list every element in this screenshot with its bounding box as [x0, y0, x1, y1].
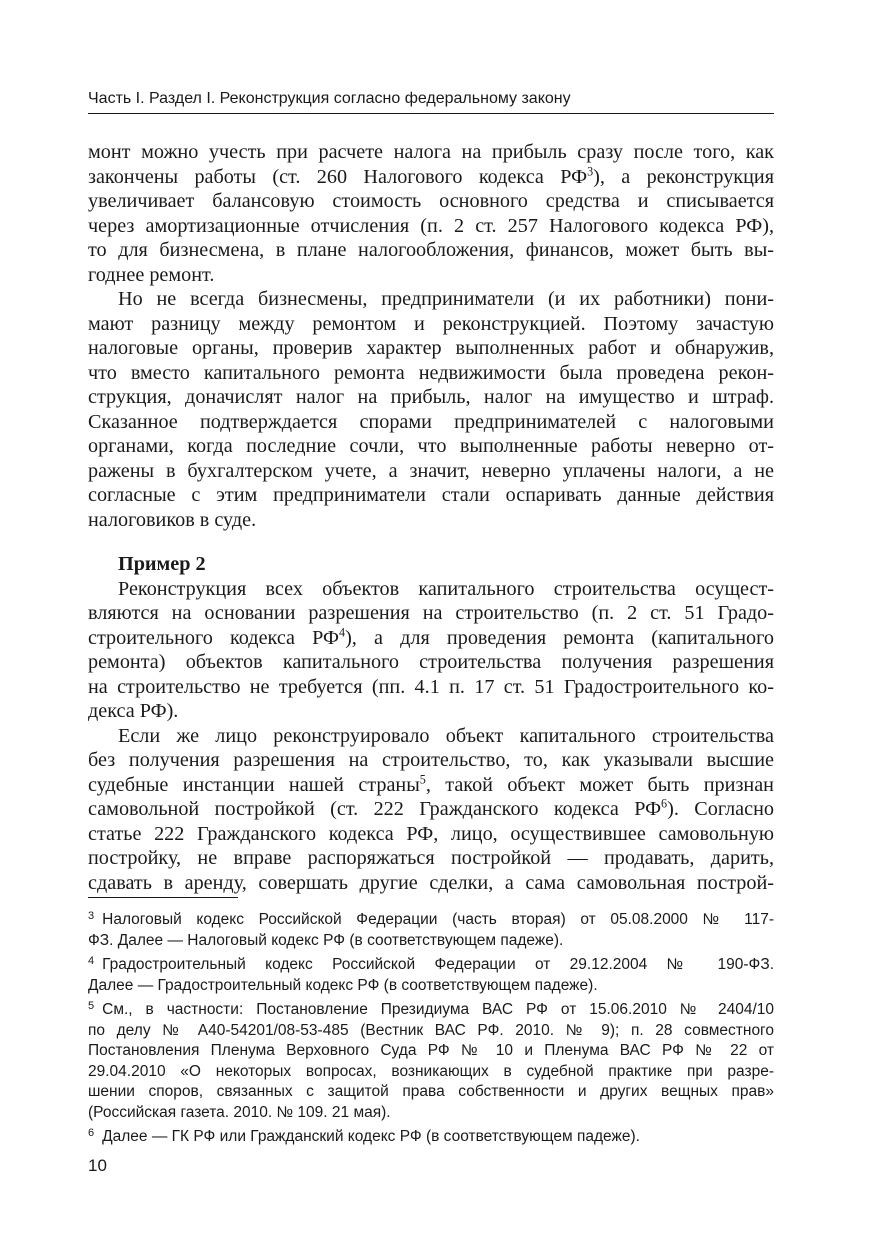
- text-line: [88, 773, 774, 798]
- text-line: мают разницу между ремонтом и реконструкцией. Поэтому зачастую: [88, 312, 774, 335]
- footnote-line: [88, 906, 774, 931]
- text-segment: закончены работы (ст. 260 Налогового кодекса РФ: [88, 165, 588, 188]
- footnote-line: [88, 1123, 774, 1148]
- text-line: налоговые органы, проверив характер выполненных работ и обнаружив,: [88, 337, 774, 359]
- footnote-line: шении споров, связанных с защитой права собственности и других вещных прав»: [88, 1083, 774, 1100]
- footnote-ref-6[interactable]: 6: [661, 796, 668, 811]
- text-line: [88, 797, 774, 822]
- text-line: [88, 626, 774, 651]
- paragraph-1: [88, 140, 774, 287]
- body-text: [88, 140, 774, 895]
- text-line: Если же лицо реконструировало объект капитального строительства: [118, 724, 774, 747]
- text-line: ремонта) объектов капитального строительства получения разрешения: [88, 651, 774, 673]
- text-line: налоговиков в суде.: [88, 508, 257, 531]
- text-segment: ). Согласно: [667, 798, 774, 820]
- footnote-4: [88, 951, 774, 996]
- footnote-6: [88, 1123, 774, 1148]
- footnote-text: См., в частности: Постановление Президиума ВАС РФ от 15.06.2010 № 2404/10: [102, 1001, 774, 1018]
- text-line: на строительство не требуется (пп. 4.1 п. 17 ст. 51 Градостроительного ко-: [88, 675, 774, 698]
- paragraph-3: [88, 577, 774, 724]
- text-line: постройку, не вправе распоряжаться постройкой — продавать, дарить,: [88, 847, 774, 869]
- text-segment: , такой объект может быть признан: [425, 773, 774, 796]
- text-line: декса РФ).: [88, 700, 179, 722]
- footnote-number: 6: [88, 1127, 95, 1139]
- text-line: что вместо капитального ремонта недвижимости была проведена рекон-: [88, 361, 774, 384]
- text-line: статье 222 Гражданского кодекса РФ, лицо, осуществившее самовольную: [88, 822, 774, 845]
- footnotes: [88, 906, 774, 1148]
- text-line: струкция, доначислят налог на прибыль, налог на имущество и штраф.: [88, 386, 774, 408]
- text-line: согласные с этим предприниматели стали оспаривать данные действия: [88, 484, 774, 506]
- footnote-rule: [88, 897, 238, 898]
- page-number: 10: [88, 1156, 107, 1175]
- paragraph-4: [88, 724, 774, 896]
- text-segment: судебные инстанции нашей страны: [88, 773, 420, 796]
- text-segment: строительного кодекса РФ: [88, 626, 340, 649]
- text-line: [88, 165, 774, 190]
- footnote-line: ФЗ. Далее — Налоговый кодекс РФ (в соответствующем падеже).: [88, 931, 564, 949]
- footnote-ref-4[interactable]: 4: [339, 624, 346, 639]
- text-segment: самовольной постройкой (ст. 222 Гражданского кодекса РФ: [88, 798, 662, 820]
- footnote-5: [88, 996, 774, 1123]
- footnote-text: Градостроительный кодекс Российской Федерации от 29.12.2004 № 190-ФЗ.: [102, 956, 774, 973]
- footnote-number: 3: [88, 910, 95, 922]
- footnote-line: Постановления Пленума Верховного Суда РФ № 10 и Пленума ВАС РФ № 22 от: [88, 1042, 774, 1059]
- footnote-3: [88, 906, 774, 951]
- running-header: Часть I. Раздел I. Реконструкция согласно федеральному закону: [88, 90, 571, 107]
- footnote-text: Налоговый кодекс Российской Федерации (часть вторая) от 05.08.2000 № 117-: [102, 911, 774, 928]
- text-line: Но не всегда бизнесмены, предприниматели (и их работники) пони-: [118, 288, 774, 310]
- text-line: ражены в бухгалтерском учете, а значит, неверно уплачены налоги, а не: [88, 459, 774, 482]
- text-line: без получения разрешения на строительство, то, как указывали высшие: [88, 749, 774, 771]
- footnote-line: Далее — Градостроительный кодекс РФ (в соответствующем падеже).: [88, 976, 598, 994]
- text-segment: ), а для проведения ремонта (капитального: [345, 626, 774, 649]
- footnote-line: (Российская газета. 2010. № 109. 21 мая).: [88, 1103, 391, 1121]
- text-line: годнее ремонт.: [88, 263, 215, 286]
- footnote-line: [88, 951, 774, 976]
- paragraph-2: [88, 287, 774, 532]
- text-line: сдавать в аренду, совершать другие сделки, а сама самовольная построй-: [88, 871, 774, 894]
- header-rule: [88, 113, 774, 114]
- footnote-line: 29.04.2010 «О некоторых вопросах, возникающих в судебной практике при разре-: [88, 1062, 774, 1080]
- text-line: Сказанное подтверждается спорами предпринимателей с налоговыми: [88, 410, 774, 433]
- text-line: увеличивает балансовую стоимость основного средства и списывается: [88, 190, 774, 212]
- footnote-number: 5: [88, 1000, 95, 1012]
- section-gap: [88, 532, 774, 552]
- text-segment: ), а реконструкция: [593, 165, 775, 188]
- footnote-line: по делу № А40-54201/08-53-485 (Вестник ВАС РФ. 2010. № 9); п. 28 совместного: [88, 1021, 774, 1039]
- text-line: через амортизационные отчисления (п. 2 ст. 257 Налогового кодекса РФ),: [88, 214, 774, 237]
- footnote-ref-3[interactable]: 3: [587, 163, 594, 178]
- footnote-number: 4: [88, 955, 95, 967]
- footnote-text: Далее — ГК РФ или Гражданский кодекс РФ (в соответствующем падеже).: [102, 1128, 640, 1145]
- example-heading: Пример 2: [118, 553, 206, 575]
- text-line: Реконструкция всех объектов капитального строительства осущест-: [118, 577, 774, 600]
- footnote-line: [88, 996, 774, 1021]
- text-line: монт можно учесть при расчете налога на прибыль сразу после того, как: [88, 141, 774, 163]
- text-line: то для бизнесмена, в плане налогообложения, финансов, может быть вы-: [88, 239, 774, 261]
- footnote-ref-5[interactable]: 5: [419, 771, 426, 786]
- text-line: вляются на основании разрешения на строительство (п. 2 ст. 51 Градо-: [88, 602, 774, 624]
- text-line: органами, когда последние сочли, что выполненные работы неверно от-: [88, 435, 774, 457]
